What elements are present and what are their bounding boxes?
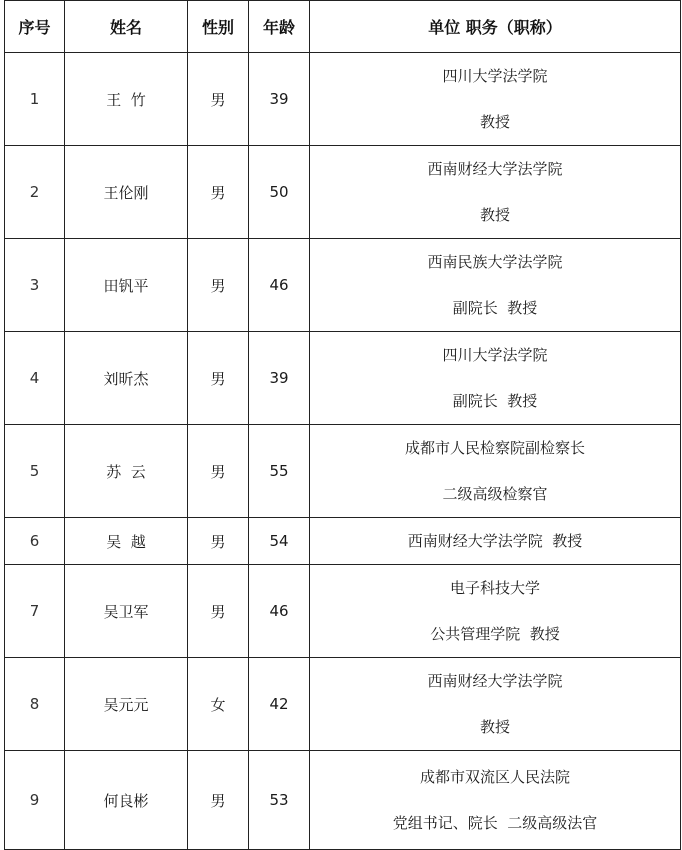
row-gender: 女 xyxy=(188,658,249,751)
header-age: 年龄 xyxy=(249,1,310,53)
row-age: 46 xyxy=(249,565,310,658)
position-line: 西南财经大学法学院 xyxy=(427,159,563,178)
row-name xyxy=(65,53,188,146)
row-gender: 男 xyxy=(188,751,249,850)
position-line: 党组书记、院长 二级高级法官 xyxy=(392,813,598,832)
table-row xyxy=(5,565,681,658)
row-index: 1 xyxy=(5,53,65,146)
row-age: 55 xyxy=(249,425,310,518)
row-name xyxy=(65,518,188,565)
row-index: 5 xyxy=(5,425,65,518)
header-position: 单位 职务（职称） xyxy=(310,1,681,53)
row-name xyxy=(65,565,188,658)
row-position xyxy=(310,53,681,146)
name-text: 刘昕杰 xyxy=(103,369,149,388)
table-row xyxy=(5,332,681,425)
row-name xyxy=(65,425,188,518)
position-line: 公共管理学院 教授 xyxy=(430,624,560,643)
row-gender: 男 xyxy=(188,425,249,518)
name-text: 王伦刚 xyxy=(103,183,149,202)
row-index: 9 xyxy=(5,751,65,850)
row-gender: 男 xyxy=(188,53,249,146)
row-position xyxy=(310,518,681,565)
row-position xyxy=(310,332,681,425)
row-age: 50 xyxy=(249,146,310,239)
row-gender: 男 xyxy=(188,239,249,332)
row-age: 39 xyxy=(249,53,310,146)
row-age: 42 xyxy=(249,658,310,751)
position-line: 西南民族大学法学院 xyxy=(427,252,563,271)
name-text: 王 竹 xyxy=(106,90,146,109)
position-line: 副院长 教授 xyxy=(452,298,538,317)
row-name xyxy=(65,146,188,239)
position-line: 教授 xyxy=(479,717,510,736)
name-text: 吴卫军 xyxy=(103,602,149,621)
name-text: 苏 云 xyxy=(106,462,146,481)
table-row xyxy=(5,239,681,332)
row-gender: 男 xyxy=(188,332,249,425)
name-text: 何良彬 xyxy=(103,791,149,810)
row-position xyxy=(310,565,681,658)
header-gender: 性别 xyxy=(188,1,249,53)
row-index: 8 xyxy=(5,658,65,751)
row-gender: 男 xyxy=(188,518,249,565)
row-index: 7 xyxy=(5,565,65,658)
name-text: 田钒平 xyxy=(103,276,149,295)
header-name: 姓名 xyxy=(65,1,188,53)
position-line: 成都市人民检察院副检察长 xyxy=(404,438,585,457)
position-line: 西南财经大学法学院 教授 xyxy=(407,531,583,550)
table-header-row xyxy=(5,1,681,53)
position-line: 四川大学法学院 xyxy=(442,66,548,85)
position-line: 四川大学法学院 xyxy=(442,345,548,364)
row-age: 54 xyxy=(249,518,310,565)
row-gender: 男 xyxy=(188,146,249,239)
position-line: 教授 xyxy=(479,112,510,131)
row-index: 6 xyxy=(5,518,65,565)
row-position xyxy=(310,425,681,518)
member-table xyxy=(4,0,681,850)
row-index: 3 xyxy=(5,239,65,332)
row-age: 46 xyxy=(249,239,310,332)
table-row xyxy=(5,146,681,239)
row-name xyxy=(65,332,188,425)
table-row xyxy=(5,658,681,751)
name-text: 吴 越 xyxy=(106,532,146,551)
position-line: 二级高级检察官 xyxy=(442,484,548,503)
row-index: 2 xyxy=(5,146,65,239)
row-index: 4 xyxy=(5,332,65,425)
name-text: 吴元元 xyxy=(103,695,149,714)
position-line: 副院长 教授 xyxy=(452,391,538,410)
position-line: 教授 xyxy=(479,205,510,224)
row-name xyxy=(65,239,188,332)
position-line: 电子科技大学 xyxy=(449,578,540,597)
table-row xyxy=(5,53,681,146)
row-name xyxy=(65,658,188,751)
row-position xyxy=(310,751,681,850)
row-gender: 男 xyxy=(188,565,249,658)
row-name xyxy=(65,751,188,850)
table-row xyxy=(5,518,681,565)
header-index: 序号 xyxy=(5,1,65,53)
row-age: 53 xyxy=(249,751,310,850)
table-row xyxy=(5,425,681,518)
row-age: 39 xyxy=(249,332,310,425)
row-position xyxy=(310,658,681,751)
position-line: 西南财经大学法学院 xyxy=(427,671,563,690)
table-row xyxy=(5,751,681,850)
row-position xyxy=(310,239,681,332)
row-position xyxy=(310,146,681,239)
position-line: 成都市双流区人民法院 xyxy=(419,767,570,786)
